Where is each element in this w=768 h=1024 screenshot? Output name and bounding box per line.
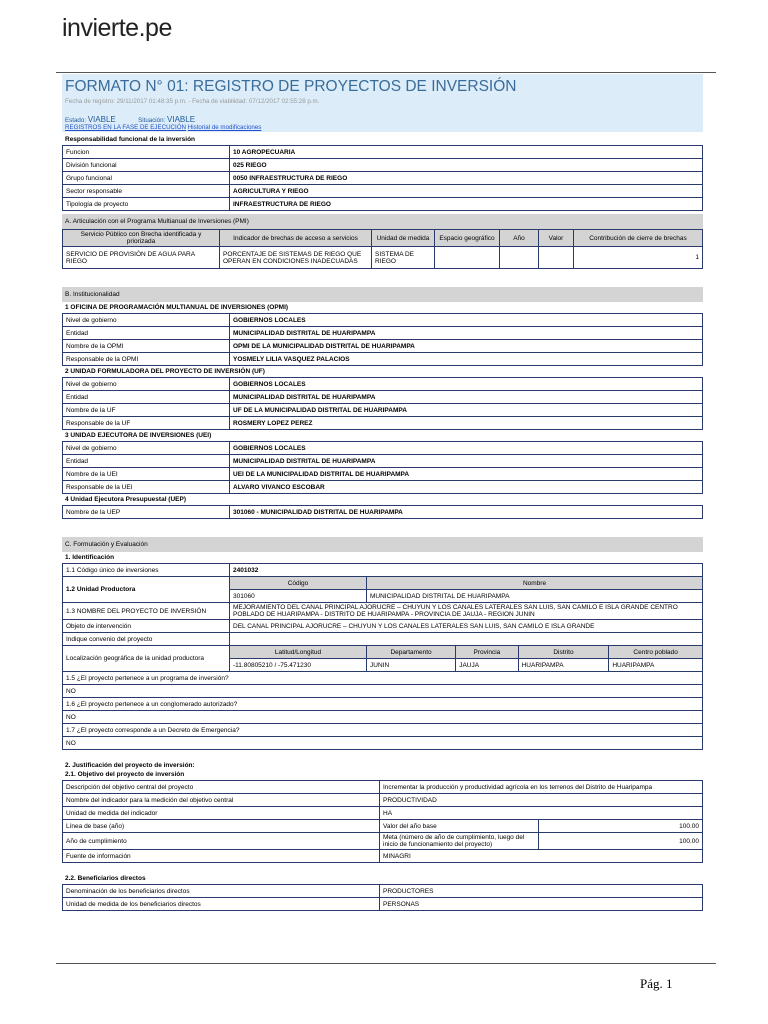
resp-row-label: Tipología de proyecto — [63, 198, 230, 211]
loc-cell: JUNIN — [367, 659, 456, 672]
pmi-cell: 1 — [574, 247, 703, 269]
opmi-title: 1 OFICINA DE PROGRAMACIÓN MULTIANUAL DE INVERSIONES (OPMI) — [65, 304, 289, 311]
logo-text: invierte.pe — [62, 14, 172, 42]
uei-row-value: ALVARO VIVANCO ESCOBAR — [230, 481, 703, 494]
pmi-table — [62, 229, 703, 269]
uei-title: 3 UNIDAD EJECUTORA DE INVERSIONES (UEI) — [65, 432, 212, 439]
opmi-row-label: Entidad — [63, 327, 230, 340]
uep-title: 4 Unidad Ejecutora Presupuestal (UEP) — [65, 496, 187, 503]
uf-row — [63, 404, 703, 417]
unit-label: Unidad de medida del indicador — [63, 807, 380, 820]
nombre-value: MEJORAMIENTO DEL CANAL PRINCIPAL AJORUCRE – CHUYUN Y LOS CANALES LATERALES SAN LUIS, SAN CAMILO E ISLA GRANDE CENTRO POBLADO DE HUARIPAMPA - DISTRITO DE HUARIPAMPA - PROVINCIA DE JAUJA - REGION JUNIN — [230, 603, 703, 620]
resp-row-label: Sector responsable — [63, 185, 230, 198]
objeto-label: Objeto de intervención — [63, 620, 230, 633]
convenio-value — [230, 633, 703, 646]
uep-table — [62, 505, 703, 519]
opmi-row — [63, 314, 703, 327]
top-divider — [56, 72, 716, 73]
pmi-header: Unidad de medida — [372, 230, 435, 247]
opmi-row — [63, 353, 703, 366]
question-16: 1.6 ¿El proyecto pertenece a un conglomerado autorizado? — [63, 698, 703, 711]
page-title: FORMATO N° 01: REGISTRO DE PROYECTOS DE INVERSIÓN — [65, 78, 517, 95]
pmi-cell: SERVICIO DE PROVISIÓN DE AGUA PARA RIEGO — [63, 247, 220, 269]
opmi-row-value: OPMI DE LA MUNICIPALIDAD DISTRITAL DE HUARIPAMPA — [230, 340, 703, 353]
up-cell: MUNICIPALIDAD DISTRITAL DE HUARIPAMPA — [367, 590, 703, 603]
beneficiaries-table — [62, 884, 703, 911]
ben-label: Denominación de los beneficiarios directos — [63, 885, 380, 898]
year-mid: Meta (número de año de cumplimiento, luego del inicio de funcionamiento del proyecto) — [380, 833, 539, 850]
opmi-row-label: Nombre de la OPMI — [63, 340, 230, 353]
ben-title: 2.2. Beneficiarios directos — [65, 875, 146, 882]
baseline-mid: Valor del año base — [380, 820, 539, 833]
uei-row-label: Responsable de la UEI — [63, 481, 230, 494]
indicator-label: Nombre del indicador para la medición del objetivo central — [63, 794, 380, 807]
baseline-value: 100.00 — [539, 820, 703, 833]
uep-row — [63, 506, 703, 519]
ident-title: 1. Identificación — [65, 554, 115, 561]
pmi-header: Valor — [539, 230, 574, 247]
uei-row — [63, 455, 703, 468]
uei-row-value: MUNICIPALIDAD DISTRITAL DE HUARIPAMPA — [230, 455, 703, 468]
answer-17: NO — [63, 737, 703, 750]
pmi-header: Servicio Público con Brecha identificada y priorizada — [63, 230, 220, 247]
uep-row-value: 301060 - MUNICIPALIDAD DISTRITAL DE HUARIPAMPA — [230, 506, 703, 519]
pmi-cell: PORCENTAJE DE SISTEMAS DE RIEGO QUE OPERAN EN CONDICIONES INADECUADAS — [220, 247, 372, 269]
up-label: 1.2 Unidad Productora — [63, 577, 230, 603]
resp-title: Responsabilidad funcional de la inversión — [65, 136, 196, 143]
indicator-value: PRODUCTIVIDAD — [380, 794, 703, 807]
resp-row — [63, 159, 703, 172]
opmi-row — [63, 327, 703, 340]
document-body — [62, 74, 703, 911]
uf-row-value: UF DE LA MUNICIPALIDAD DISTRITAL DE HUARIPAMPA — [230, 404, 703, 417]
loc-header: Provincia — [456, 646, 518, 659]
year-value: 100.00 — [539, 833, 703, 850]
loc-cell: HUARIPAMPA — [609, 659, 703, 672]
resp-row-value: 10 AGROPECUARIA — [230, 146, 703, 159]
uf-table — [62, 377, 703, 430]
header-links — [65, 124, 701, 131]
baseline-label: Línea de base (año) — [63, 820, 380, 833]
pmi-cell — [500, 247, 539, 269]
opmi-row-value: MUNICIPALIDAD DISTRITAL DE HUARIPAMPA — [230, 327, 703, 340]
resp-row-label: División funcional — [63, 159, 230, 172]
codigo-value: 2401032 — [230, 564, 703, 577]
pmi-cell — [539, 247, 574, 269]
uf-row-value: ROSMERY LOPEZ PEREZ — [230, 417, 703, 430]
resp-row-value: 0050 INFRAESTRUCTURA DE RIEGO — [230, 172, 703, 185]
uf-row-value: GOBIERNOS LOCALES — [230, 378, 703, 391]
resp-row-label: Grupo funcional — [63, 172, 230, 185]
pmi-cell: SISTEMA DE RIEGO — [372, 247, 435, 269]
up-cell: 301060 — [230, 590, 367, 603]
loc-label: Localización geográfica de la unidad productora — [63, 646, 230, 672]
loc-cell: HUARIPAMPA — [518, 659, 609, 672]
answer-16: NO — [63, 711, 703, 724]
objective-table — [62, 780, 703, 863]
convenio-label: Indique convenio del proyecto — [63, 633, 230, 646]
dates-text: Fecha de registro: 29/11/2017 01:48:35 p.m. - Fecha de viabilidad: 07/12/2017 02:55:28 p.m. — [65, 98, 320, 105]
resp-row-label: Funcion — [63, 146, 230, 159]
form-section-title: C. Formulación y Evaluación — [62, 537, 703, 552]
pmi-cell — [435, 247, 500, 269]
header-banner — [62, 74, 703, 132]
uf-title: 2 UNIDAD FORMULADORA DEL PROYECTO DE INVERSIÓN (UF) — [65, 368, 265, 375]
uei-row-label: Nivel de gobierno — [63, 442, 230, 455]
desc-value: Incrementar la producción y productividad agrícola en los terrenos del Distrito de Huaripampa — [380, 781, 703, 794]
unit-value: HA — [380, 807, 703, 820]
ben-value: PRODUCTORES — [380, 885, 703, 898]
loc-header: Departamento — [367, 646, 456, 659]
page-number: Pág. 1 — [640, 976, 673, 991]
question-17: 1.7 ¿El proyecto corresponde a un Decreto de Emergencia? — [63, 724, 703, 737]
status-line — [65, 115, 701, 124]
opmi-row-label: Nivel de gobierno — [63, 314, 230, 327]
answer-15: NO — [63, 685, 703, 698]
uf-row-label: Entidad — [63, 391, 230, 404]
uei-row-value: UEI DE LA MUNICIPALIDAD DISTRITAL DE HUARIPAMPA — [230, 468, 703, 481]
bottom-divider — [56, 963, 716, 964]
uei-row-label: Entidad — [63, 455, 230, 468]
pmi-header: Año — [500, 230, 539, 247]
uei-row — [63, 481, 703, 494]
uei-row-value: GOBIERNOS LOCALES — [230, 442, 703, 455]
up-header: Código — [230, 577, 367, 590]
pmi-header: Espacio geográfico — [435, 230, 500, 247]
uei-row-label: Nombre de la UEI — [63, 468, 230, 481]
up-header: Nombre — [367, 577, 703, 590]
nombre-label: 1.3 NOMBRE DEL PROYECTO DE INVERSIÓN — [63, 603, 230, 620]
uf-row-value: MUNICIPALIDAD DISTRITAL DE HUARIPAMPA — [230, 391, 703, 404]
just-title: 2. Justificación del proyecto de inversión: — [65, 762, 195, 769]
obj-title: 2.1. Objetivo del proyecto de inversión — [65, 771, 185, 778]
estado-label: Estado: — [65, 117, 86, 124]
resp-row — [63, 185, 703, 198]
ben-value: PERSONAS — [380, 898, 703, 911]
objeto-value: DEL CANAL PRINCIPAL AJORUCRE – CHUYUN Y LOS CANALES LATERALES SAN LUIS, SAN CAMILO E ISLA GRANDE — [230, 620, 703, 633]
pmi-section-title: A. Articulación con el Programa Multianual de Inversiones (PMI) — [62, 214, 703, 229]
loc-cell: JAUJA — [456, 659, 518, 672]
loc-header: Distrito — [518, 646, 609, 659]
resp-row-value: INFRAESTRUCTURA DE RIEGO — [230, 198, 703, 211]
pmi-header: Contribución de cierre de brechas — [574, 230, 703, 247]
ben-label: Unidad de medida de los beneficiarios directos — [63, 898, 380, 911]
opmi-row-value: GOBIERNOS LOCALES — [230, 314, 703, 327]
resp-row — [63, 198, 703, 211]
uei-table — [62, 441, 703, 494]
opmi-table — [62, 313, 703, 366]
estado-value: VIABLE — [87, 115, 116, 124]
codigo-label: 1.1 Código único de inversiones — [63, 564, 230, 577]
pmi-header: Indicador de brechas de acceso a servicios — [220, 230, 372, 247]
uf-row-label: Nombre de la UF — [63, 404, 230, 417]
year-label: Año de cumplimiento — [63, 833, 380, 850]
resp-row-value: AGRICULTURA Y RIEGO — [230, 185, 703, 198]
resp-table — [62, 145, 703, 211]
uep-row-label: Nombre de la UEP — [63, 506, 230, 519]
uf-row-label: Responsable de la UF — [63, 417, 230, 430]
uf-row-label: Nivel de gobierno — [63, 378, 230, 391]
opmi-row-label: Responsable de la OPMI — [63, 353, 230, 366]
question-15: 1.5 ¿El proyecto pertenece a un programa de inversión? — [63, 672, 703, 685]
source-label: Fuente de información — [63, 850, 380, 863]
situacion-label: Situación: — [138, 117, 166, 124]
link-fase-ejecucion[interactable]: REGISTROS EN LA FASE DE EJECUCIÓN — [65, 124, 187, 131]
loc-cell: -11.80805210 / -75.471230 — [230, 659, 367, 672]
resp-row-value: 025 RIEGO — [230, 159, 703, 172]
situacion-value: VIABLE — [167, 115, 196, 124]
link-historial[interactable]: Historial de modificaciones — [187, 124, 262, 131]
uei-row — [63, 468, 703, 481]
ident-table — [62, 563, 703, 750]
opmi-row — [63, 340, 703, 353]
invierte-logo — [62, 14, 172, 44]
source-value: MINAGRI — [380, 850, 703, 863]
loc-header: Latitud/Longitud — [230, 646, 367, 659]
opmi-row-value: YOSMELY LILIA VASQUEZ PALACIOS — [230, 353, 703, 366]
inst-section-title: B. Institucionalidad — [62, 287, 703, 302]
uf-row — [63, 417, 703, 430]
uf-row — [63, 391, 703, 404]
uei-row — [63, 442, 703, 455]
resp-row — [63, 172, 703, 185]
uf-row — [63, 378, 703, 391]
desc-label: Descripción del objetivo central del proyecto — [63, 781, 380, 794]
loc-header: Centro poblado — [609, 646, 703, 659]
resp-row — [63, 146, 703, 159]
